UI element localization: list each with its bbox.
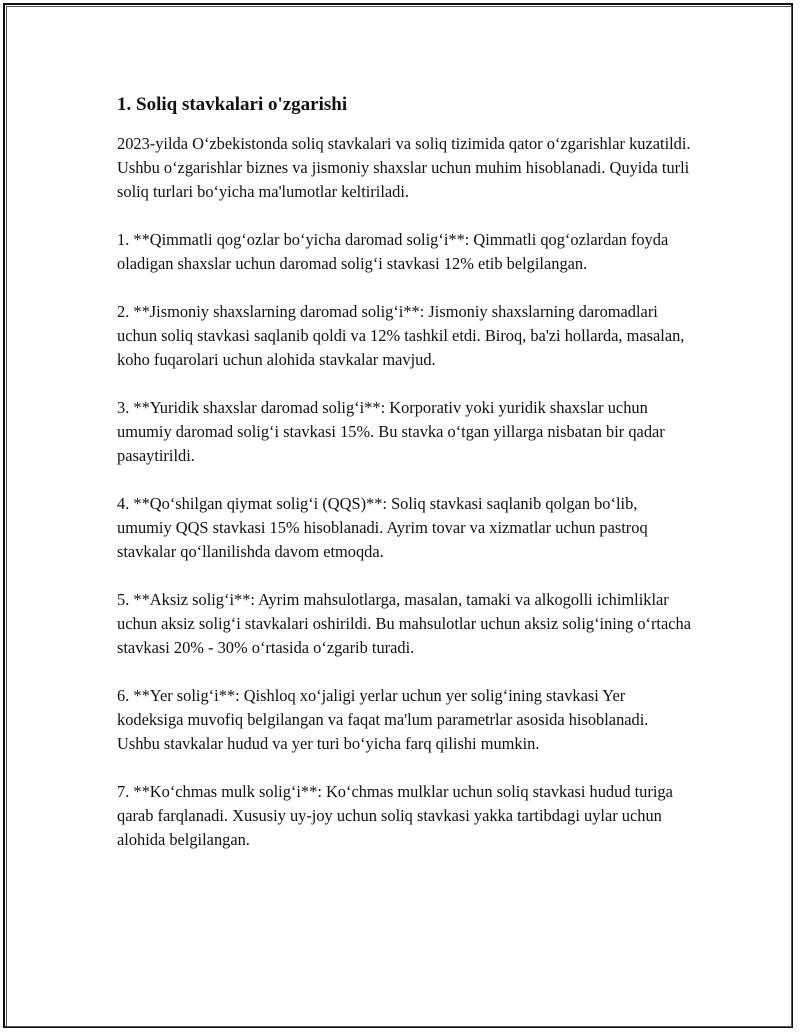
document-body bbox=[117, 92, 692, 876]
list-item-2: 2. **Jismoniy shaxslarning daromad solig‘i**: Jismoniy shaxslarning daromadlari uchun soliq stavkasi saqlanib qoldi va 12% tashkil etdi. Biroq, ba'zi hollarda, masalan, koho fuqarolari uchun alohida stavkalar mavjud. bbox=[117, 302, 685, 369]
section-heading: 1. Soliq stavkalari o'zgarishi bbox=[117, 94, 348, 115]
list-item-5: 5. **Aksiz solig‘i**: Ayrim mahsulotlarga, masalan, tamaki va alkogolli ichimliklar uchun aksiz solig‘i stavkalari oshirildi. Bu mahsulotlar uchun aksiz solig‘ining o‘rtacha stavkasi 20% - 30% o‘rtasida o‘zgarib turadi. bbox=[117, 590, 692, 657]
list-item-3: 3. **Yuridik shaxslar daromad solig‘i**: Korporativ yoki yuridik shaxslar uchun umumiy daromad solig‘i stavkasi 15%. Bu stavka o‘tgan yillarga nisbatan bir qadar pasaytirildi. bbox=[117, 398, 665, 465]
list-item-1: 1. **Qimmatli qog‘ozlar bo‘yicha daromad solig‘i**: Qimmatli qog‘ozlardan foyda oladigan shaxslar uchun daromad solig‘i stavkasi 12% etib belgilangan. bbox=[117, 230, 669, 273]
list-item-6: 6. **Yer solig‘i**: Qishloq xo‘jaligi yerlar uchun yer solig‘ining stavkasi Yer kodeksiga muvofiq belgilangan va faqat ma'lum parametrlar asosida hisoblanadi. Ushbu stavkalar hudud va yer turi bo‘yicha farq qilishi mumkin. bbox=[117, 686, 649, 753]
list-item-4: 4. **Qo‘shilgan qiymat solig‘i (QQS)**: Soliq stavkasi saqlanib qolgan bo‘lib, umumiy QQS stavkasi 15% hisoblanadi. Ayrim tovar va xizmatlar uchun pastroq stavkalar qo‘llanilishda davom etmoqda. bbox=[117, 494, 648, 561]
intro-paragraph: 2023-yilda O‘zbekistonda soliq stavkalari va soliq tizimida qator o‘zgarishlar kuzatildi. Ushbu o‘zgarishlar biznes va jismoniy shaxslar uchun muhim hisoblanadi. Quyida turli soliq turlari bo‘yicha ma'lumotlar keltiriladi. bbox=[117, 134, 691, 201]
list-item-7: 7. **Ko‘chmas mulk solig‘i**: Ko‘chmas mulklar uchun soliq stavkasi hudud turiga qarab farqlanadi. Xususiy uy-joy uchun soliq stavkasi yakka tartibdagi uylar uchun alohida belgilangan. bbox=[117, 782, 673, 849]
